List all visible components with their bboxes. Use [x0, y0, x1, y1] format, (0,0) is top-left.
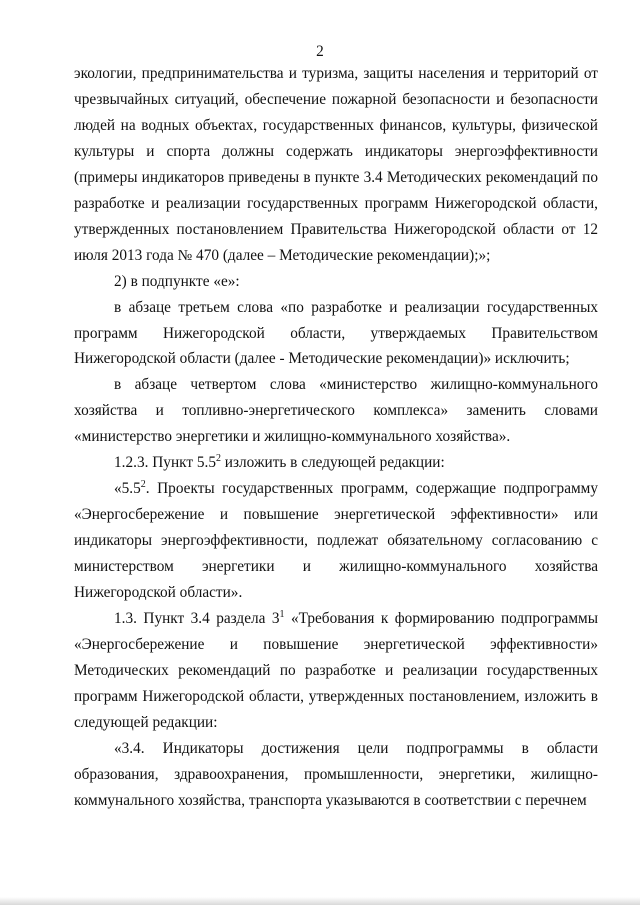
paragraph-8: «3.4. Индикаторы достижения цели подпрограммы в области образования, здравоохранения, промышленности, энергетики, жилищно-коммунального хозяйства, транспорта указываются в соответствии с перечнем [74, 739, 598, 809]
paragraph-1: экологии, предпринимательства и туризма, защиты населения и территорий от чрезвычайных ситуаций, обеспечение пожарной безопасности и безопасности людей на водных объектах, государственных финансов, культуры, физической культуры и спорта должны содержать индикаторы энергоэффективности (примеры индикаторов приведены в пункте 3.4 Методических рекомендаций по разработке и реализации государственных программ Нижегородской области, утвержденных постановлением Правительства Нижегородской области от 12 июля 2013 года № 470 (далее – Методические рекомендации);»; [74, 65, 598, 264]
paragraph-6 [74, 476, 598, 606]
paragraph-7-pre: 1.3. Пункт 3.4 раздела 3 [114, 610, 280, 628]
scan-bottom-edge [0, 897, 640, 905]
paragraph-6-post: . Проекты государственных программ, содержащие подпрограмму «Энергосбережение и повышение энергетической эффективности» или индикаторы энергоэффективности, подлежат обязательному согласованию с министерством энергетики и жилищно-коммунального хозяйства Нижегородской области». [74, 480, 598, 602]
paragraph-2: 2) в подпункте «е»: [114, 272, 240, 290]
paragraph-7-sup: 1 [279, 609, 285, 621]
paragraph-7 [74, 606, 598, 736]
page-number: 2 [316, 43, 324, 60]
paragraph-3: в абзаце третьем слова «по разработке и реализации государственных программ Нижегородской области, утверждаемых Правительством Нижегородской области (далее - Методические рекомендации)» исключить; [74, 298, 598, 368]
paragraph-7-post: «Требования к формированию подпрограммы «Энергосбережение и повышение энергетической эффективности» Методических рекомендаций по разработке и реализации государственных программ Нижегородской области, утвержденных постановлением, изложить в следующей редакции: [74, 610, 598, 731]
paragraph-4: в абзаце четвертом слова «министерство жилищно-коммунального хозяйства и топливно-энергетического комплекса» заменить словами «министерство энергетики и жилищно-коммунального хозяйства». [74, 376, 598, 446]
paragraph-6-sup: 2 [140, 479, 146, 491]
paragraph-5-sup: 2 [215, 453, 221, 465]
document-body [74, 61, 598, 814]
paragraph-5-pre: 1.2.3. Пункт 5.5 [114, 454, 216, 472]
paragraph-5-post: изложить в следующей редакции: [220, 454, 445, 472]
paragraph-5 [74, 450, 598, 476]
paragraph-6-pre: «5.5 [114, 480, 141, 498]
